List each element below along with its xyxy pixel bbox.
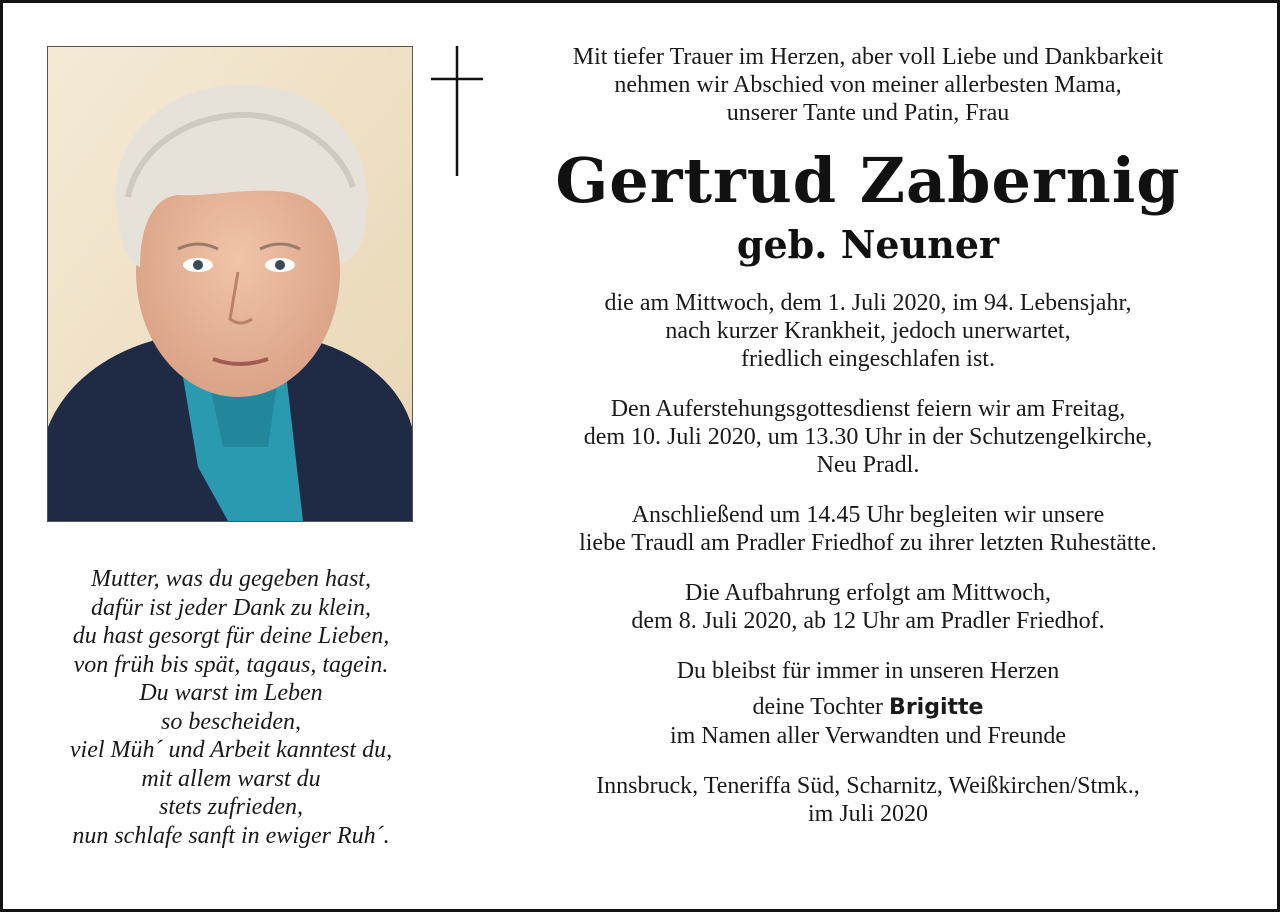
portrait-photo xyxy=(47,46,413,522)
signature-name: Brigitte xyxy=(889,695,984,720)
service-notice xyxy=(503,395,1233,479)
poem-line: dafür ist jeder Dank zu klein, xyxy=(91,594,371,621)
portrait-image xyxy=(48,47,412,521)
poem-line: mit allem warst du xyxy=(141,765,321,792)
death-notice-line: friedlich eingeschlafen ist. xyxy=(741,346,995,372)
birth-name: geb. Neuner xyxy=(736,222,1000,267)
poem-line: Mutter, was du gegeben hast, xyxy=(91,566,371,592)
farewell-text: Du bleibst für immer in unseren Herzen xyxy=(676,658,1060,684)
poem-line: Du warst im Leben xyxy=(139,680,323,706)
service-line: dem 10. Juli 2020, um 13.30 Uhr in der Schutzengelkirche, xyxy=(583,424,1153,450)
signature xyxy=(503,693,1233,750)
poem-line: du hast gesorgt für deine Lieben, xyxy=(72,623,390,649)
poem-line: so bescheiden, xyxy=(161,708,301,735)
death-notice-line: die am Mittwoch, dem 1. Juli 2020, im 94. Lebensjahr, xyxy=(604,290,1132,316)
signature-prefix: deine Tochter xyxy=(752,694,890,720)
service-line: Den Auferstehungsgottesdienst feiern wir am Freitag, xyxy=(610,396,1126,422)
poem-line: stets zufrieden, xyxy=(159,794,303,820)
burial-line: liebe Traudl am Pradler Friedhof zu ihrer letzten Ruhestätte. xyxy=(579,530,1157,556)
places-line: Innsbruck, Teneriffa Süd, Scharnitz, Weißkirchen/Stmk., xyxy=(596,773,1140,799)
poem xyxy=(25,565,437,850)
viewing-notice xyxy=(503,579,1233,635)
intro-text xyxy=(503,43,1233,127)
poem-line: viel Müh´ und Arbeit kanntest du, xyxy=(69,737,393,763)
poem-line: nun schlafe sanft in ewiger Ruh´. xyxy=(72,822,390,849)
poem-line: von früh bis spät, tagaus, tagein. xyxy=(73,651,389,678)
signature-line xyxy=(503,693,1233,722)
burial-line: Anschließend um 14.45 Uhr begleiten wir unsere xyxy=(631,502,1105,528)
cross-icon xyxy=(428,46,486,176)
death-notice-line: nach kurzer Krankheit, jedoch unerwartet, xyxy=(665,318,1071,344)
death-notice xyxy=(503,289,1233,373)
viewing-line: dem 8. Juli 2020, ab 12 Uhr am Pradler Friedhof. xyxy=(631,608,1105,634)
signature-line-2: im Namen aller Verwandten und Freunde xyxy=(669,723,1067,749)
intro-line: nehmen wir Abschied von meiner allerbesten Mama, xyxy=(614,72,1122,98)
obituary-text xyxy=(503,43,1233,850)
intro-line: Mit tiefer Trauer im Herzen, aber voll Liebe und Dankbarkeit xyxy=(572,44,1164,70)
deceased-name: Gertrud Zabernig xyxy=(555,144,1181,217)
burial-notice xyxy=(503,501,1233,557)
places-date xyxy=(503,772,1233,828)
service-line: Neu Pradl. xyxy=(816,452,920,478)
date-line: im Juli 2020 xyxy=(807,801,928,827)
farewell-line xyxy=(503,657,1233,685)
viewing-line: Die Aufbahrung erfolgt am Mittwoch, xyxy=(685,580,1051,606)
intro-line: unserer Tante und Patin, Frau xyxy=(726,100,1010,126)
